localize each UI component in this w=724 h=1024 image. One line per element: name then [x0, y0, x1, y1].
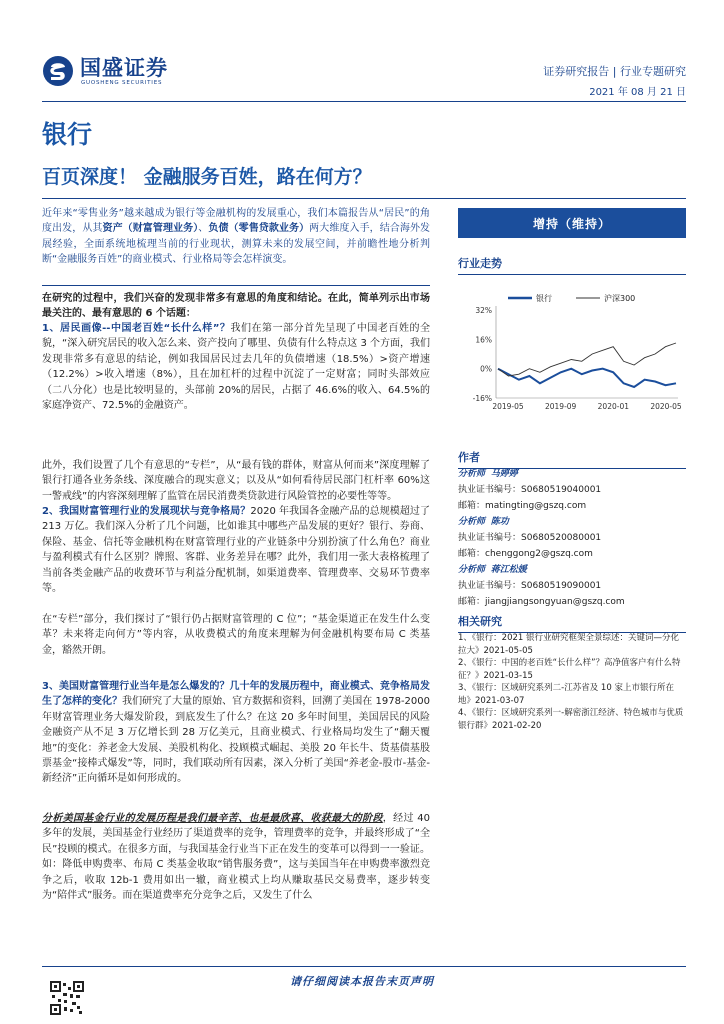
logo-name: 国盛证券 — [80, 55, 168, 80]
related-item[interactable]: 4、《银行：区域研究系列一-解密浙江经济、特色城市与优质银行群》2021-02-20 — [458, 708, 684, 731]
section-2-body: 2020 年我国各金融产品的总规模超过了 213 万亿。我们深入分析了几个问题，比如谁其中哪些产品发展的更好？银行、券商、保险、基金、信托等金融机构在财富管理行业的产业链条中分别扮演了什么角色？商业与盈利模式有什么区别？牌照、客群、业务差异在哪？此外，我们用一张大表格梳理了当前各类金融产品的收费环节与利益分配机制，如渠道费率、管理费率、交易环节费率等。 — [42, 506, 430, 595]
related-item[interactable]: 2、《银行：中国的老百姓“长什么样”？高净值客户有什么特征？》2021-03-15 — [458, 658, 681, 681]
footer-divider — [42, 966, 686, 967]
author-2-name: 陈功 — [490, 517, 509, 527]
intro-liabilities: 负债（零售贷款业务） — [208, 223, 310, 235]
section-3-body: 我们研究了大量的原始、官方数据和资料，回溯了美国在 1978-2000 年财富管理业务大爆发阶段，到底发生了什么？在这 20 多年时间里，美国居民的风险金融资产从不足 3 万亿增长到 28 万亿美元，且商业模式、行业格局均发生了“翻天覆地”的变化：养老金大发展、美股机构化、投顾模式崛起、美股 20 年长牛、货基债基股票基金“接棒式爆发”等，同时，我们联动所有因素，深入分析了美国“养老金-股市-基金-新经济”正向循环是如何形成的。 — [42, 696, 431, 785]
author-2 — [458, 514, 686, 562]
author-2-label: 分析师 — [458, 517, 486, 527]
section-3 — [42, 679, 430, 787]
related-item[interactable]: 3、《银行：区域研究系列二-江苏省及 10 家上市银行所在地》2021-03-07 — [458, 683, 674, 706]
section-1-extra: 此外，我们设置了几个有意思的“专栏”，从“最有钱的群体，财富从何而来”深度理解了银行打通各业务条线、深度融合的现实意义；以及从“如何看待居民部门杠杆率 60%这一警戒线”的内容深刻理解了监管在居民消费类贷款进行风险管控的必要性等等。 — [42, 460, 430, 502]
author-3-license: 执业证书编号：S0680519090001 — [458, 581, 602, 591]
qr-code-icon — [50, 981, 84, 1015]
footer-disclaimer: 请仔细阅读本报告末页声明 — [290, 975, 434, 988]
section-4-heading: 分析美国基金行业的发展历程是我们最辛苦、也是最欣喜、收获最大的阶段 — [42, 813, 383, 824]
report-title: 百页深度！ 金融服务百姓，路在何方？ — [42, 166, 372, 188]
series-line-hs300 — [498, 343, 676, 376]
authors-section-title: 作者 — [458, 449, 686, 469]
section-2-extra: 在“专栏”部分，我们探讨了“银行仍占据财富管理的 C 位”；“基金渠道正在发生什么变革？未来将走向何方”等内容，从收费模式的角度来理解为何金融机构要布局 C 类基金，豁然开朗。 — [42, 614, 430, 656]
section-4 — [42, 811, 430, 903]
author-3-email[interactable]: 邮箱：jiangjiangsongyuan@gszq.com — [458, 597, 625, 607]
x-tick-label: 2019-09 — [544, 402, 577, 411]
x-tick-label: 2020-05 — [650, 402, 682, 411]
authors-list — [458, 466, 686, 610]
intro-text-end: 两大维度入手，结合海外发展经验，全面系统地梳理当前的行业现状，测算未来的发展空间，并前瞻性地分析判断“金融服务百姓”的商业模式、行业格局等会怎样演变。 — [42, 223, 431, 266]
y-tick-label: 16% — [475, 335, 492, 345]
author-3 — [458, 562, 686, 610]
logo-icon — [42, 55, 74, 87]
related-list — [458, 632, 686, 732]
section-1-body: 我们在第一部分首先呈现了中国老百姓的全貌，“深入研究居民的收入怎么来、资产投向了哪里、负债有什么特点这 3 个方面，我们发现非常多有意思的结论，例如我国居民过去几年的负债增速（18.5%）>资产增速（12.2%）>收入增速（8%），且在加杠杆的过程中沉淀了一定财富；同时头部效应（二八分化）也是比较明显的，头部前 20%的居民，占据了 46.6%的收入、64.5%的家庭净资产、72.5%的金融资产。 — [42, 323, 431, 412]
trend-chart-svg — [458, 290, 686, 420]
y-tick-label: 32% — [475, 306, 492, 315]
section-4-body: ，经过 40 多年的发展，美国基金行业经历了渠道费率的竞争，管理费率的竞争，并最终形成了“全民”投顾的模式。在很多方面，与我国基金行业当下正在发生的变革可以得到一一验证。如：降低申购费率、布局 C 类基金收取“销售服务费”，这与美国当年在申购费率激烈竞争之后，收取 12b-1 费用如出一辙，商业模式上均从赚取基民交易费率，逐步转变为“陪伴式”服务。而在渠道费率充分竞争之后，又发生了什么 — [42, 813, 431, 902]
qr-code — [50, 981, 84, 1015]
logo-english: GUOSHENG SECURITIES — [81, 79, 163, 86]
author-1-label: 分析师 — [458, 469, 486, 479]
intro-paragraph — [42, 206, 430, 268]
author-1-license: 执业证书编号：S0680519040001 — [458, 485, 602, 495]
trend-section-title: 行业走势 — [458, 255, 686, 275]
trend-chart — [458, 290, 686, 420]
section-1-heading: 1、居民画像--中国老百姓“长什么样”？ — [42, 323, 231, 334]
intro-assets: 资产（财富管理业务） — [102, 223, 199, 235]
rating-badge: 增持（维持） — [458, 208, 686, 238]
section-3-heading: 3、美国财富管理行业当年是怎么爆发的？几十年的发展历程中，商业模式、竞争格局发生了怎样的变化？ — [42, 681, 430, 708]
title-divider — [42, 198, 686, 199]
section-2 — [42, 504, 430, 596]
legend-label-hs300: 沪深300 — [604, 294, 636, 303]
header-divider — [42, 101, 686, 102]
company-logo — [42, 55, 168, 87]
section-2-heading: 2、我国财富管理行业的发展现状与竞争格局？ — [42, 506, 251, 517]
author-3-name: 蒋江松媛 — [490, 565, 527, 575]
intro-text: 近年来“零售业务”越来越成为银行等金融机构的发展重心，我们本篇报告从“居民”的角度出发，从其 — [42, 208, 430, 235]
y-tick-label: -16% — [472, 394, 492, 403]
x-tick-label: 2019-05 — [492, 402, 524, 411]
intro-divider — [42, 285, 430, 286]
related-section-title: 相关研究 — [458, 613, 686, 633]
legend-label-bank: 银行 — [536, 294, 552, 303]
author-3-label: 分析师 — [458, 565, 486, 575]
y-tick-label: 0% — [480, 364, 492, 374]
author-1 — [458, 466, 686, 514]
section-1 — [42, 321, 430, 413]
author-1-email[interactable]: 邮箱：matingting@gszq.com — [458, 501, 587, 511]
report-type: 证券研究报告 | 行业专题研究 — [543, 65, 686, 78]
intro-sep: 、 — [198, 223, 209, 235]
related-item[interactable]: 1、《银行：2021 银行业研究框架全景综述：关键词—分化拉大》2021-05-05 — [458, 633, 679, 656]
x-tick-label: 2020-01 — [597, 402, 630, 411]
lead-paragraph: 在研究的过程中，我们兴奋的发现非常多有意思的角度和结论。在此，简单列示出市场最关注的、最有意思的 6 个话题： — [42, 293, 430, 320]
report-date: 2021 年 08 月 21 日 — [589, 87, 686, 98]
sector-title: 银行 — [42, 120, 93, 149]
author-2-license: 执业证书编号：S0680520080001 — [458, 533, 602, 543]
author-2-email[interactable]: 邮箱：chenggong2@gszq.com — [458, 549, 593, 559]
author-1-name: 马婷婷 — [490, 469, 518, 479]
